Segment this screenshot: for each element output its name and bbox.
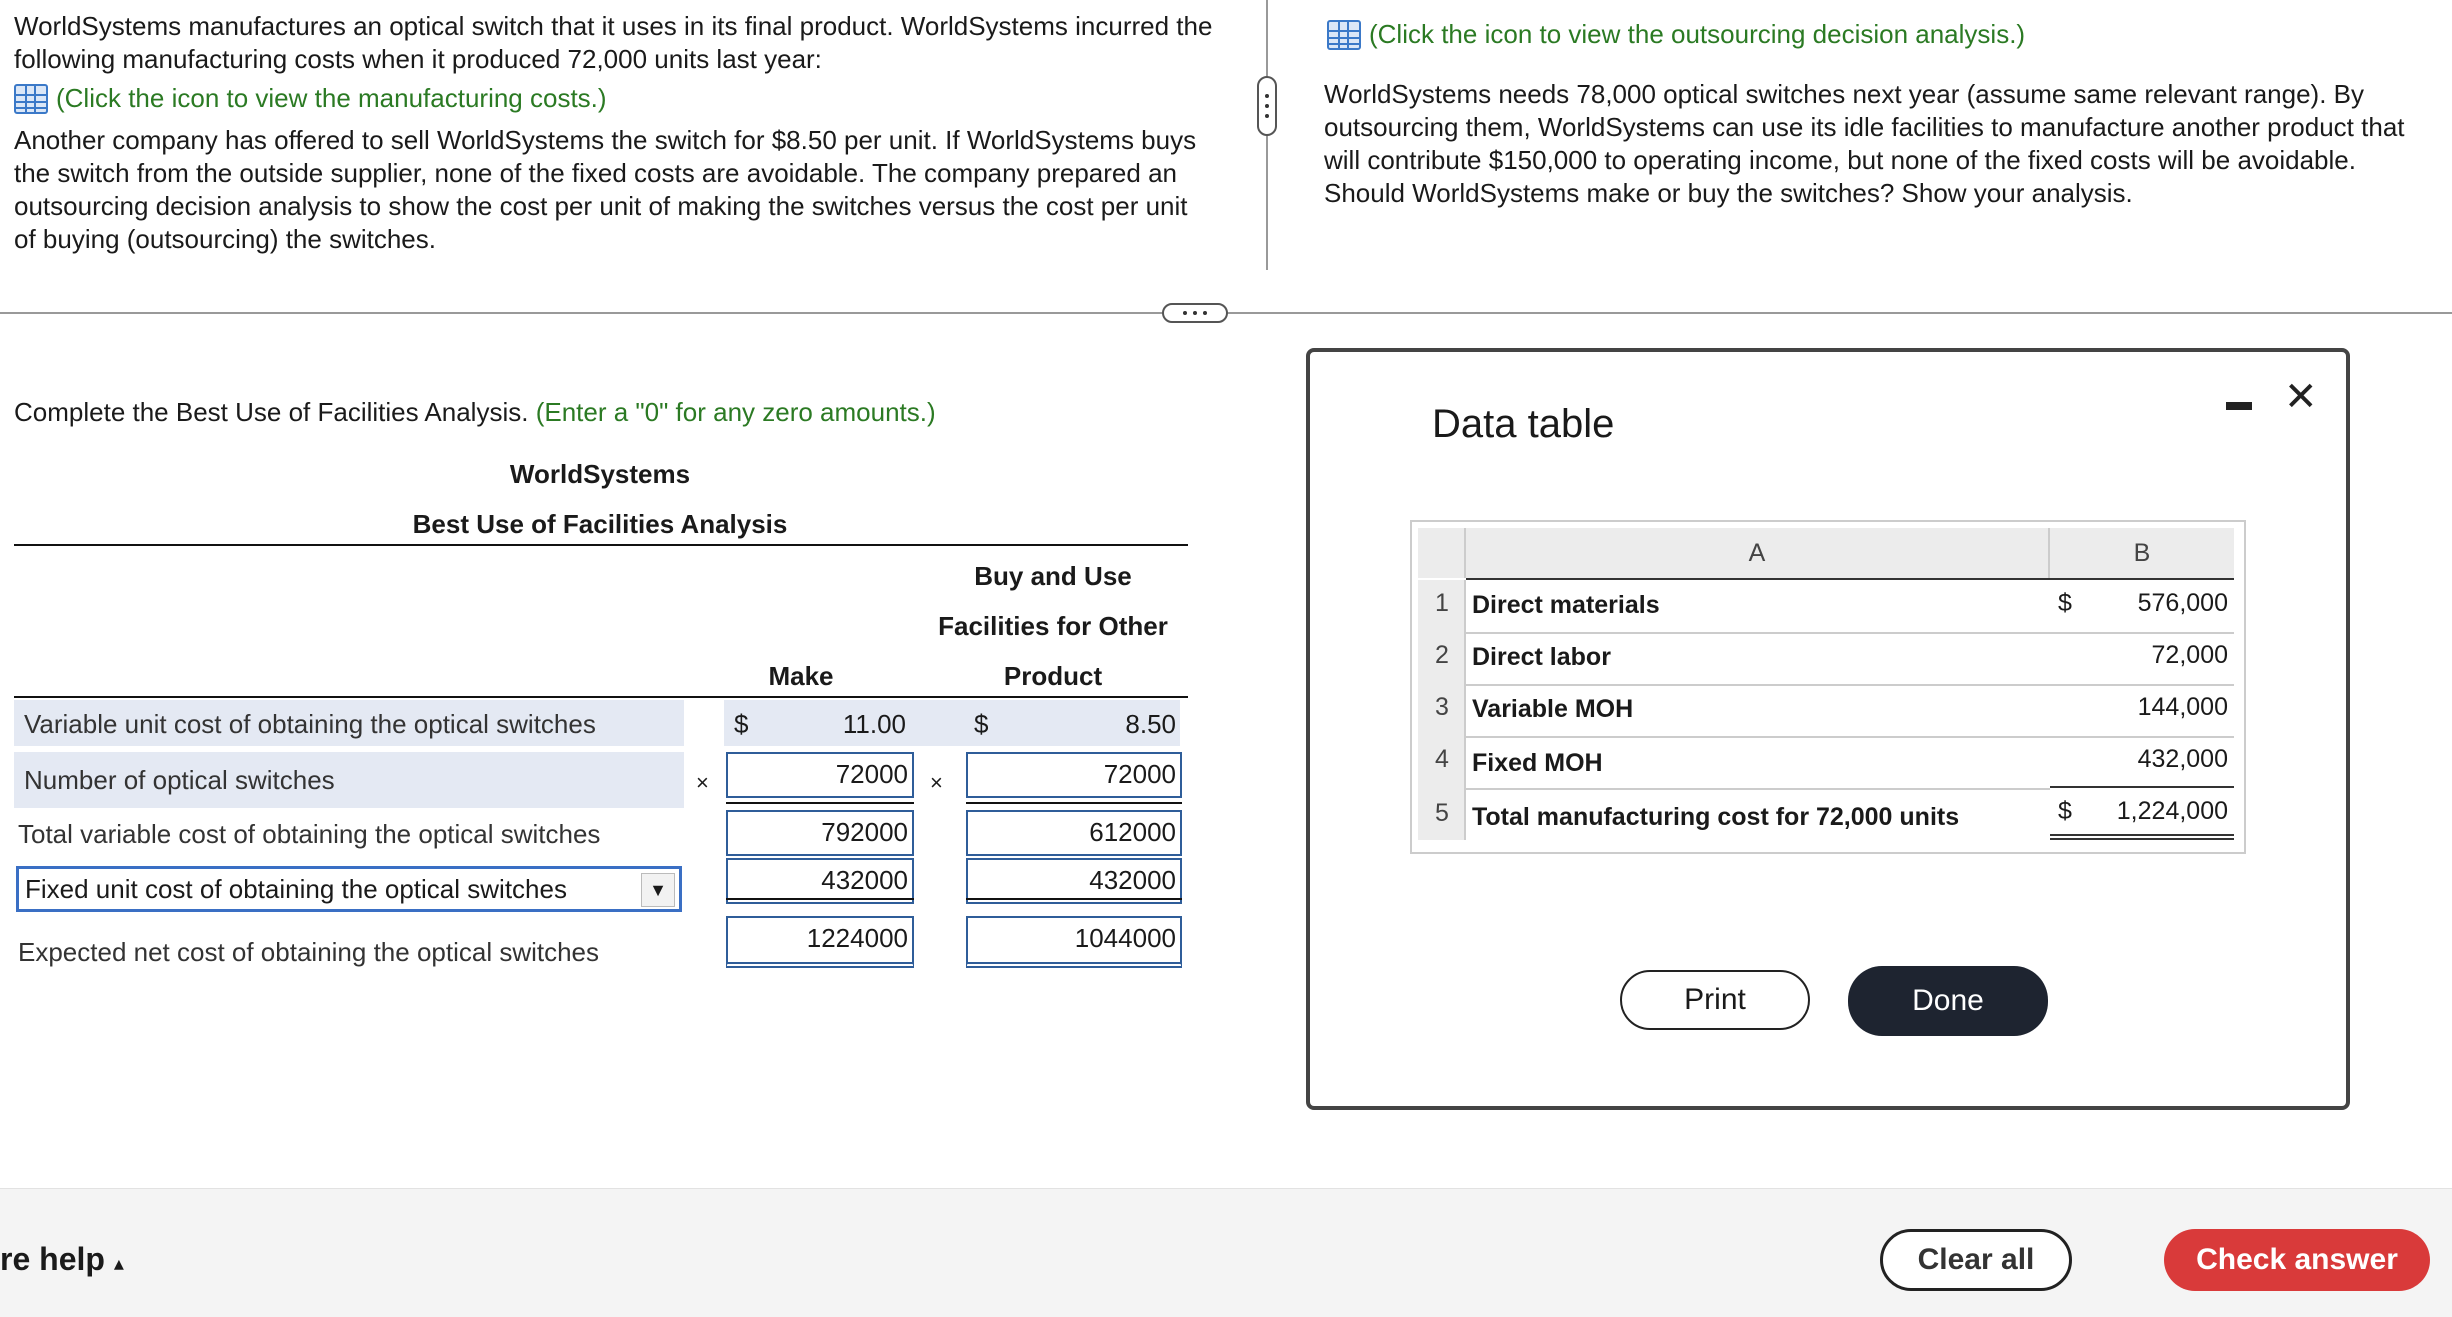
buy-number-input[interactable]: 72000 (966, 752, 1182, 798)
minimize-icon[interactable] (2226, 402, 2252, 410)
manufacturing-costs-link[interactable] (14, 82, 607, 115)
col-header-a: A (1466, 528, 2050, 578)
buy-currency: $ (974, 709, 989, 739)
modal-title: Data table (1432, 402, 1615, 446)
vertical-resize-handle[interactable] (1257, 76, 1277, 136)
row-value: 72,000 (2151, 641, 2228, 669)
double-rule (2050, 834, 2234, 840)
horizontal-resize-handle[interactable] (1162, 303, 1228, 323)
col-buy-line3: Product (1003, 661, 1103, 691)
make-total-variable-input[interactable]: 792000 (726, 810, 914, 856)
row-number: 4 (1435, 745, 1449, 773)
buy-total-variable-input[interactable]: 612000 (966, 810, 1182, 856)
row-value: 576,000 (2137, 589, 2228, 617)
row-number: 3 (1435, 693, 1449, 721)
row-separator (1466, 736, 2234, 738)
make-fixed-input[interactable]: 432000 (726, 858, 914, 904)
row-number: 5 (1435, 799, 1449, 827)
instructions (14, 396, 936, 429)
outsourcing-analysis-link-text[interactable]: (Click the icon to view the outsourcing decision analysis.) (1369, 19, 2026, 49)
col-buy-line2: Facilities for Other (938, 611, 1168, 641)
times-sign: × (696, 770, 709, 795)
caret-up-icon[interactable]: ▴ (113, 1253, 124, 1275)
instructions-hint: (Enter a "0" for any zero amounts.) (535, 397, 936, 427)
row-label-total-variable-cost: Total variable cost of obtaining the optical switches (18, 819, 601, 849)
row-label: Direct materials (1472, 591, 1660, 619)
row-number: 1 (1435, 589, 1449, 617)
row-number: 2 (1435, 641, 1449, 669)
corner-cell (1418, 528, 1466, 578)
row-label: Variable MOH (1472, 695, 1634, 723)
manufacturing-costs-link-text[interactable]: (Click the icon to view the manufacturing costs.) (56, 83, 607, 113)
buy-variable-unit-cost: 8.50 (1125, 709, 1176, 739)
row-value: 144,000 (2137, 693, 2228, 721)
times-sign: × (930, 770, 943, 795)
buy-total-rule (966, 898, 1182, 900)
buy-net-cost-input[interactable]: 1044000 (966, 916, 1182, 968)
check-answer-button[interactable]: Check answer (2164, 1229, 2430, 1291)
row-separator (1466, 684, 2234, 686)
table-icon[interactable] (14, 84, 48, 114)
make-sum-rule (726, 802, 914, 804)
row-label: Total manufacturing cost for 72,000 units (1472, 803, 1960, 831)
row-currency: $ (2058, 589, 2072, 617)
buy-sum-rule (966, 802, 1182, 804)
col-make-header: Make (768, 661, 834, 691)
buy-fixed-input[interactable]: 432000 (966, 858, 1182, 904)
help-label[interactable]: re help (0, 1241, 105, 1277)
make-total-rule (726, 898, 914, 900)
done-button[interactable]: Done (1848, 966, 2048, 1036)
sum-rule (2050, 786, 2234, 788)
row-label: Fixed MOH (1472, 749, 1603, 777)
row-label-expected-net-cost: Expected net cost of obtaining the optical switches (18, 937, 600, 967)
make-currency: $ (734, 709, 749, 739)
footer-bar (0, 1188, 2452, 1317)
analysis-company: WorldSystems (509, 459, 691, 489)
row-label: Direct labor (1472, 643, 1611, 671)
row-currency: $ (2058, 797, 2072, 825)
fixed-cost-label-select[interactable] (16, 866, 682, 912)
close-icon[interactable]: ✕ (2284, 375, 2318, 419)
header-rule (14, 696, 1188, 698)
title-rule (14, 544, 1188, 546)
instructions-text: Complete the Best Use of Facilities Analysis. (14, 397, 529, 427)
row-label-variable-unit-cost: Variable unit cost of obtaining the optical switches (24, 709, 596, 739)
row-label-number-of-switches: Number of optical switches (24, 765, 335, 795)
row-separator (1466, 788, 2050, 790)
header-underline (1466, 578, 2234, 580)
make-number-input[interactable]: 72000 (726, 752, 914, 798)
make-variable-unit-cost: 11.00 (842, 709, 906, 739)
help-toggle[interactable] (0, 1241, 124, 1278)
problem-text-intro: WorldSystems manufactures an optical switch that it uses in its final product. WorldSystems incurred the following manufacturing costs when it produced 72,000 units last year: (14, 11, 1213, 74)
problem-text-offer: Another company has offered to sell WorldSystems the switch for $8.50 per unit. If WorldSystems buys the switch from the outside supplier, none of the fixed costs are avoidable. The company prepared an outsourcing decision analysis to show the cost per unit of making the switches versus the cost per unit of buying (outsourcing) the switches. (14, 125, 1197, 254)
data-table (1410, 520, 2246, 854)
row-separator (1466, 632, 2234, 634)
col-buy-line1: Buy and Use (974, 561, 1132, 591)
table-icon[interactable] (1327, 20, 1361, 50)
problem-text-question: WorldSystems needs 78,000 optical switches next year (assume same relevant range). By outsourcing them, WorldSystems can use its idle facilities to manufacture another product that will contribute $150,000 to operating income, but none of the fixed costs will be avoidable. Should WorldSystems make or buy the switches? Show your analysis. (1324, 79, 2405, 208)
chevron-down-icon[interactable]: ▼ (641, 873, 675, 907)
row-value: 432,000 (2137, 745, 2228, 773)
print-button[interactable]: Print (1620, 970, 1810, 1030)
outsourcing-analysis-link[interactable] (1327, 18, 2025, 51)
analysis-title: Best Use of Facilities Analysis (412, 509, 788, 539)
clear-all-button[interactable]: Clear all (1880, 1229, 2072, 1291)
make-net-cost-input[interactable]: 1224000 (726, 916, 914, 968)
col-header-b: B (2050, 528, 2234, 578)
data-table-modal (1306, 348, 2350, 1110)
fixed-cost-select-value: Fixed unit cost of obtaining the optical switches (25, 874, 567, 904)
row-value: 1,224,000 (2116, 797, 2228, 825)
